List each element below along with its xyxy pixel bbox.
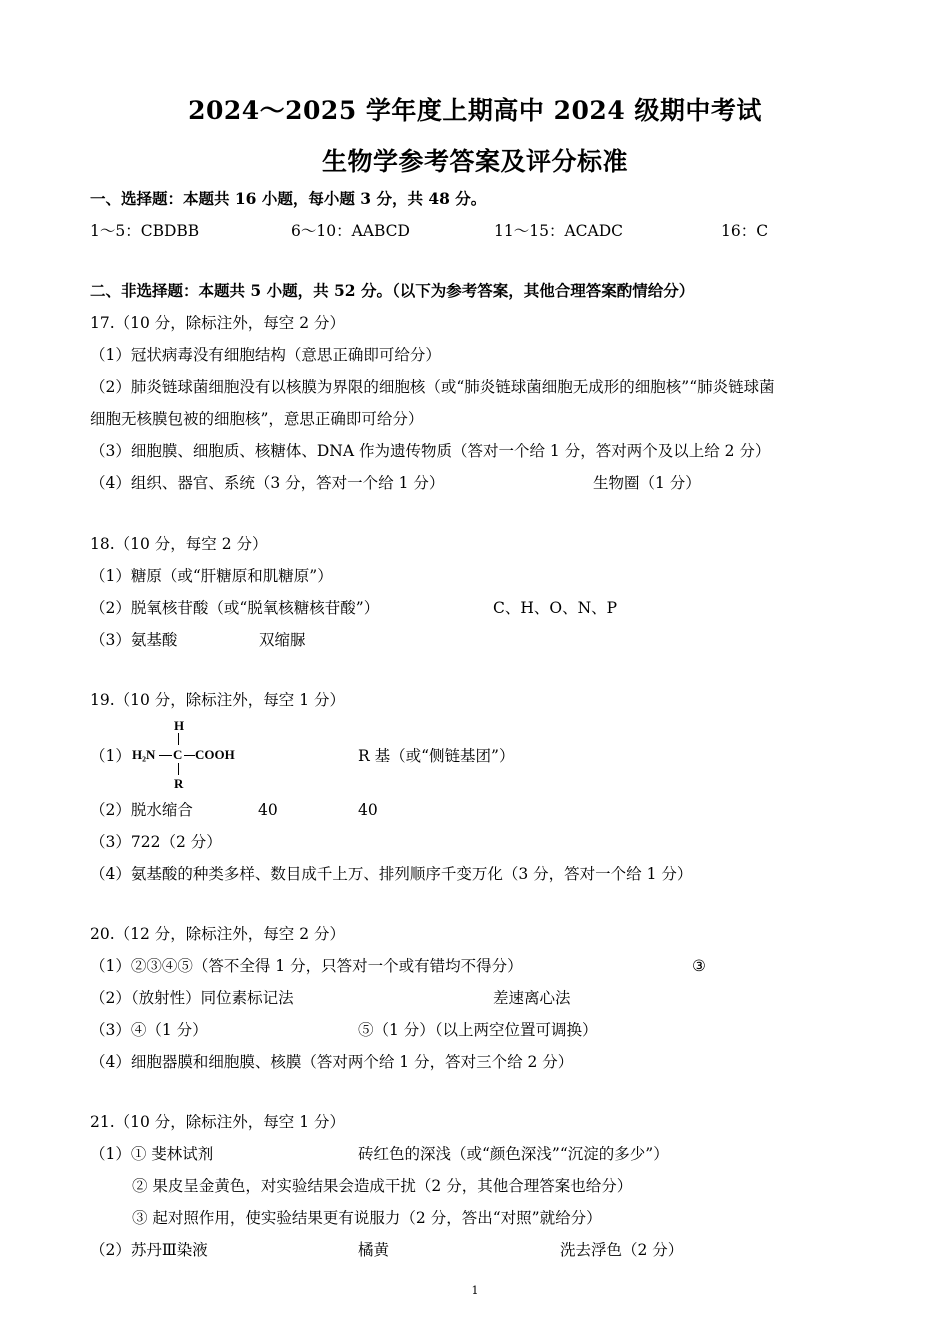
q21-answer-2a: （2）苏丹Ⅲ染液 [90,1241,208,1259]
q19-answer-2c: 40 [358,801,378,819]
q19-answer-1b: R 基（或“侧链基团”） [358,747,515,765]
choice-answer-16: 16：C [721,222,769,240]
q17-answer-2b: 细胞无核膜包被的细胞核”，意思正确即可给分） [90,410,424,428]
q21-header: 21.（10 分，除标注外，每空 1 分） [90,1113,346,1131]
formula-r-group: R [174,776,184,791]
page-title: 2024～2025 学年度上期高中 2024 级期中考试 [188,96,762,125]
q19-answer-2b: 40 [258,801,278,819]
q19-header: 19.（10 分，除标注外，每空 1 分） [90,691,346,709]
q20-answer-1b: ③ [692,957,706,975]
formula-top-h: H [174,718,185,733]
section1-heading: 一、选择题：本题共 16 小题，每小题 3 分，共 48 分。 [90,189,487,208]
q21-answer-1d: ③ 起对照作用，使实验结果更有说服力（2 分，答出“对照”就给分） [132,1209,602,1227]
amino-acid-structural-formula [132,718,252,792]
formula-bond-bottom [178,763,179,775]
q19-answer-3: （3）722（2 分） [90,833,222,851]
formula-center-c: C [173,747,183,762]
q20-answer-3b: ⑤（1 分）（以上两空位置可调换） [358,1021,598,1039]
q19-answer-4: （4）氨基酸的种类多样、数目成千上万、排列顺序千变万化（3 分，答对一个给 1 分） [90,865,693,883]
q17-answer-1: （1）冠状病毒没有细胞结构（意思正确即可给分） [90,346,441,364]
q20-header: 20.（12 分，除标注外，每空 2 分） [90,925,346,943]
q18-header: 18.（10 分，每空 2 分） [90,535,268,553]
q17-header: 17.（10 分，除标注外，每空 2 分） [90,314,346,332]
q21-answer-2b: 橘黄 [358,1241,390,1259]
q20-answer-2b: 差速离心法 [493,989,571,1007]
q20-answer-3a: （3）④（1 分） [90,1021,208,1039]
section2-heading: 二、非选择题：本题共 5 小题，共 52 分。（以下为参考答案，其他合理答案酌情给分） [90,281,695,300]
q18-answer-1: （1）糖原（或“肝糖原和肌糖原”） [90,567,333,585]
q20-answer-4: （4）细胞器膜和细胞膜、核膜（答对两个给 1 分，答对三个给 2 分） [90,1053,574,1071]
q20-answer-2a: （2）（放射性）同位素标记法 [90,989,294,1007]
formula-amino-group: H₂N [132,747,156,762]
formula-bond-right [184,755,195,756]
page-subtitle: 生物学参考答案及评分标准 [321,147,628,176]
page-number: 1 [471,1284,479,1297]
q20-answer-1a: （1）②③④⑤（答不全得 1 分，只答对一个或有错均不得分） [90,957,523,975]
q21-answer-2c: 洗去浮色（2 分） [560,1241,684,1259]
q21-answer-1b: 砖红色的深浅（或“颜色深浅”“沉淀的多少”） [358,1145,669,1163]
q21-answer-1c: ② 果皮呈金黄色，对实验结果会造成干扰（2 分，其他合理答案也给分） [132,1177,633,1195]
q21-answer-1a: （1）① 斐林试剂 [90,1145,214,1163]
q17-answer-3: （3）细胞膜、细胞质、核糖体、DNA 作为遗传物质（答对一个给 1 分，答对两个及以上给 2 分） [90,442,771,460]
q17-answer-4b: 生物圈（1 分） [593,474,701,492]
q17-answer-4a: （4）组织、器官、系统（3 分，答对一个给 1 分） [90,474,445,492]
q18-answer-3b: 双缩脲 [259,631,306,649]
choice-answer-1-5: 1～5：CBDBB [90,222,200,240]
q19-answer-2a: （2）脱水缩合 [90,801,193,819]
formula-bond-top [178,733,179,745]
q18-answer-3a: （3）氨基酸 [90,631,178,649]
choice-answer-6-10: 6～10：AABCD [291,222,410,240]
choice-answer-11-15: 11～15：ACADC [494,222,623,240]
q17-answer-2a: （2）肺炎链球菌细胞没有以核膜为界限的细胞核（或“肺炎链球菌细胞无成形的细胞核”“肺炎链球菌 [90,378,775,396]
formula-carboxyl-group: COOH [195,747,235,762]
q18-answer-2a: （2）脱氧核苷酸（或“脱氧核糖核苷酸”） [90,599,380,617]
q19-answer-1-prefix: （1） [90,747,131,765]
formula-bond-left [159,755,172,756]
q18-answer-2b: C、H、O、N、P [493,599,618,617]
